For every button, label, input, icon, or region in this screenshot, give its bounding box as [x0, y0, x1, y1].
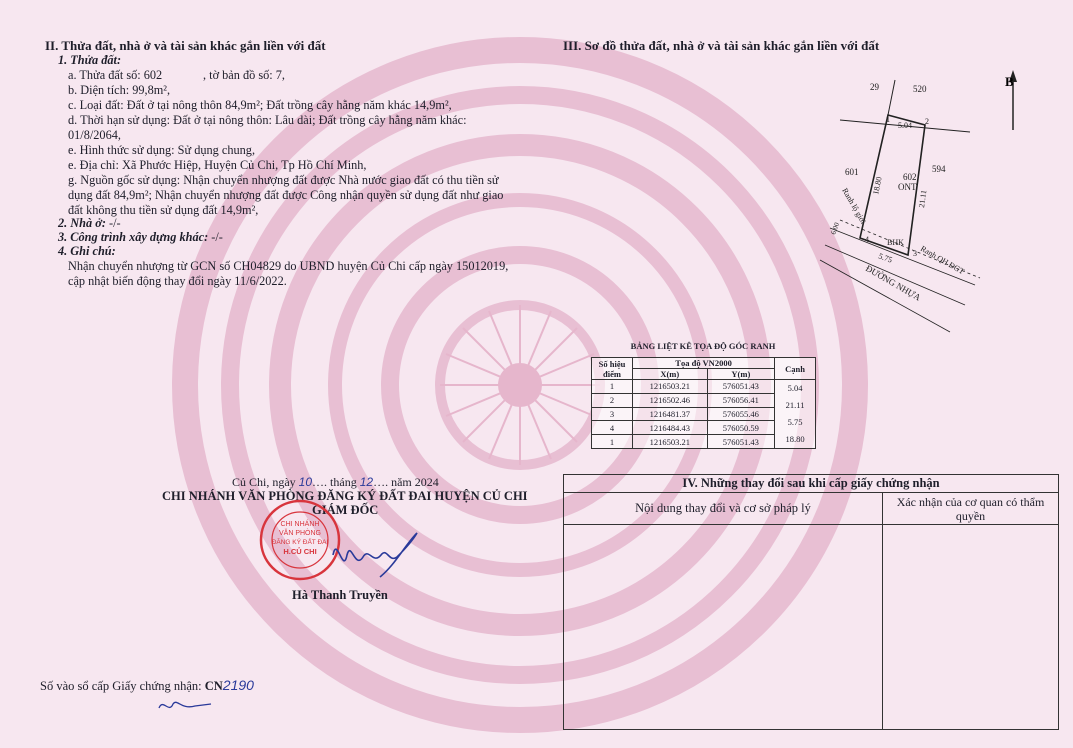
- neighbor-520: 520: [913, 84, 927, 94]
- notes-line-1: Nhận chuyển nhượng từ GCN số CH04829 do UBND huyện Củ Chi cấp ngày 15012019,: [68, 259, 509, 273]
- issuing-org: CHI NHÁNH VĂN PHÒNG ĐĂNG KÝ ĐẤT ĐAI HUYỆN CỦ CHI: [162, 489, 528, 503]
- coords-col-group: Tọa độ VN2000: [633, 358, 775, 369]
- north-label: B: [1005, 74, 1014, 89]
- section-iv-title: IV. Những thay đổi sau khi cấp giấy chứng nhận: [564, 475, 1059, 493]
- table-row: 4 1216484.43 576050.59: [592, 421, 816, 435]
- construction-row: [58, 230, 223, 245]
- origin-line-2: dụng đất 84,9m²; Nhận chuyển nhượng đất được Công nhận quyền sử dụng đất như giao: [68, 188, 504, 202]
- changes-confirm-cell: [883, 525, 1059, 730]
- origin-line-1: g. Nguồn gốc sử dụng: Nhận chuyển nhượng đất được Nhà nước giao đất có thu tiền sử: [68, 173, 499, 187]
- section-ii-title: II. Thửa đất, nhà ở và tài sản khác gắn liền với đất: [45, 38, 326, 53]
- edge-top: 5.04: [898, 121, 912, 130]
- point-4: 4: [865, 235, 869, 244]
- table-row: 1 1216503.21 576051.43: [592, 435, 816, 449]
- initials-mark: [155, 694, 215, 716]
- handwritten-signature: [325, 525, 435, 585]
- section-iii-title: III. Sơ đồ thửa đất, nhà ở và tài sản khác gắn liền với đất: [563, 38, 880, 53]
- bhk-label: BHK: [887, 238, 904, 247]
- coords-table: [591, 357, 816, 449]
- svg-text:CHI NHÁNH: CHI NHÁNH: [280, 521, 320, 528]
- use-form: e. Hình thức sử dụng: Sử dụng chung,: [68, 143, 256, 157]
- notes-heading: 4. Ghi chú:: [58, 244, 116, 258]
- parcel-area: b. Diện tích: 99,8m²,: [68, 83, 171, 97]
- neighbor-601: 601: [845, 167, 859, 177]
- qh-boundary-label: Ranh QH ĐGT: [919, 243, 966, 277]
- point-2: 2: [925, 117, 929, 126]
- table-row: 2 1216502.46 576056.41: [592, 393, 816, 407]
- svg-text:ĐĂNG KÝ ĐẤT ĐAI: ĐĂNG KÝ ĐẤT ĐAI: [271, 539, 329, 546]
- certificate-number: [40, 677, 254, 694]
- changes-content-cell: [564, 525, 883, 730]
- edge-left: 18.80: [871, 175, 884, 196]
- changes-col-confirm: Xác nhận của cơ quan có thẩm quyền: [883, 493, 1059, 525]
- table-row: 3 1216481.37 576055.46: [592, 407, 816, 421]
- certificate-number-label: Số vào sổ cấp Giấy chứng nhận:: [40, 679, 202, 693]
- coords-title: BẢNG LIỆT KÊ TỌA ĐỘ GÓC RANH: [630, 341, 776, 351]
- coords-col-point: Số hiệu điểm: [592, 358, 633, 380]
- parcel-address: e. Địa chỉ: Xã Phước Hiệp, Huyện Củ Chi, Tp Hồ Chí Minh,: [68, 158, 367, 172]
- land-type: c. Loại đất: Đất ở tại nông thôn 84,9m²; Đất trồng cây hằng năm khác 14,9m²,: [68, 98, 452, 112]
- issue-date: Củ Chi, ngày 10…. tháng 12…. năm 2024: [232, 475, 439, 489]
- coords-col-edge: Cạnh: [775, 358, 816, 380]
- point-3: 3: [913, 249, 917, 258]
- changes-table: [563, 474, 1059, 730]
- parcel-602: 602: [903, 172, 917, 182]
- certificate-number-value: 2190: [222, 677, 254, 693]
- table-row: 1 1216503.21 576051.43 5.04 21.11 5.75 18.80: [592, 380, 816, 394]
- road-label: ĐƯỜNG NHỰA: [864, 263, 923, 303]
- land-code: ONT: [898, 182, 917, 192]
- svg-text:H.CỦ CHI: H.CỦ CHI: [283, 547, 317, 556]
- map-sheet-number: , tờ bản đồ số: 7,: [203, 68, 285, 82]
- notes-line-2: cập nhật biến động thay đổi ngày 11/6/2022.: [68, 274, 287, 288]
- land-heading: 1. Thửa đất:: [58, 53, 122, 67]
- signer-name: Hà Thanh Truyền: [292, 588, 388, 602]
- origin-line-3: đất không thu tiền sử dụng đất 14,9m²,: [68, 203, 259, 217]
- use-term-line-1: d. Thời hạn sử dụng: Đất ở tại nông thôn: Lâu dài; Đất trồng cây hằng năm khác:: [68, 113, 467, 127]
- certificate-prefix: CN: [204, 679, 223, 693]
- neighbor-594: 594: [932, 164, 946, 174]
- point-1: 1: [886, 115, 890, 124]
- construction-heading: 3. Công trình xây dựng khác:: [58, 230, 209, 244]
- parcel-number: a. Thửa đất số: 602: [68, 68, 163, 82]
- house-row-visible: [58, 216, 121, 231]
- svg-text:VĂN PHÒNG: VĂN PHÒNG: [278, 530, 322, 537]
- signer-position: GIÁM ĐỐC: [312, 503, 379, 517]
- use-term-line-2: 01/8/2064,: [68, 128, 121, 142]
- construction-value: -/-: [211, 230, 223, 244]
- edge-bottom: 5.75: [877, 251, 894, 265]
- issue-day: 10: [298, 475, 313, 489]
- coords-col-y: Y(m): [707, 369, 775, 380]
- neighbor-29: 29: [870, 82, 879, 92]
- house-row: [58, 202, 61, 217]
- house-value: -/-: [109, 216, 121, 230]
- parcel-sketch: [800, 60, 1020, 340]
- edge-road: 6.00: [829, 221, 842, 236]
- boundary-label: Ranh lộ giới: [840, 186, 868, 226]
- edge-right: 21.11: [917, 189, 929, 209]
- house-heading: 2. Nhà ở:: [58, 216, 106, 230]
- changes-col-content: Nội dung thay đổi và cơ sở pháp lý: [564, 493, 883, 525]
- coords-col-x: X(m): [633, 369, 708, 380]
- issue-month: 12: [359, 475, 374, 489]
